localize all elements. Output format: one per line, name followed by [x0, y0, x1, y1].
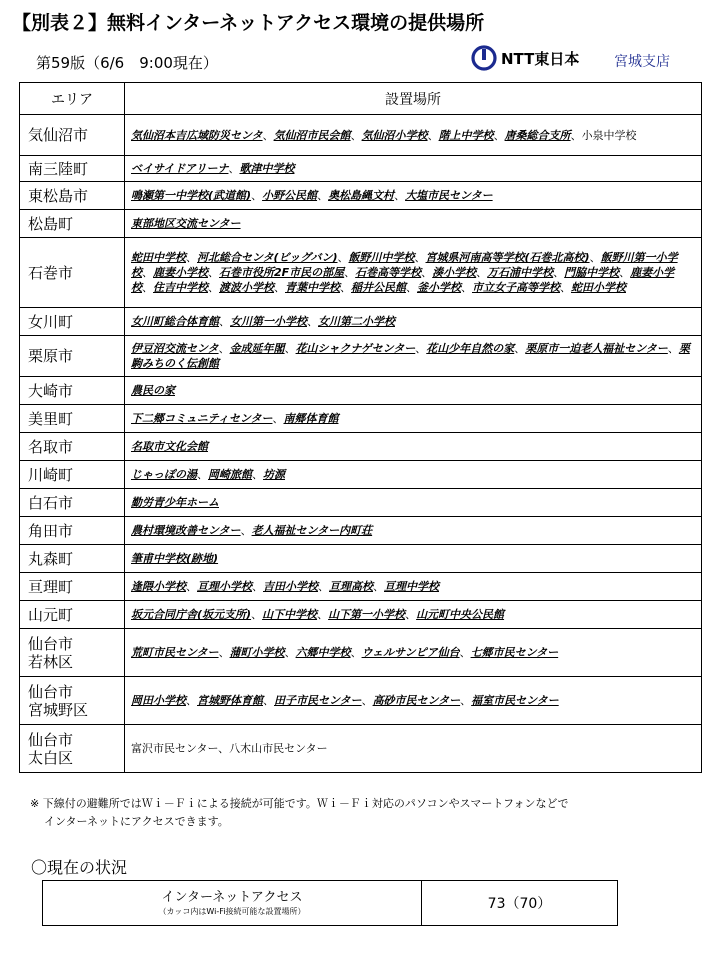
site-list: [125, 377, 702, 405]
site-list: 鳴瀬第一中学校(武道館)、小野公民館、奥松島縄文村、大塩市民センター: [125, 182, 702, 210]
table-row: [20, 405, 702, 433]
area-name: [20, 210, 125, 238]
ntt-logo-icon: [471, 45, 497, 71]
edition-date: 第59版（6/6 9:00現在）: [36, 54, 218, 72]
site: 富沢市民センター: [131, 742, 219, 755]
wifi-site: 鳴瀬第一中学校(武道館): [131, 189, 252, 202]
status-value: 73（70）: [422, 881, 618, 926]
wifi-site: 山下中学校: [262, 608, 318, 621]
wifi-site: 高砂市民センター: [372, 694, 461, 707]
wifi-site: 飯野川中学校: [348, 251, 415, 264]
wifi-site: 南郷体育館: [283, 412, 339, 425]
area-name: [20, 238, 125, 308]
wifi-site: 亘理中学校: [384, 580, 439, 593]
table-row: [20, 377, 702, 405]
wifi-site: 農村環境改善センター: [131, 524, 241, 537]
wifi-site: 山元町中央公民館: [416, 608, 505, 621]
header-sites: 設置場所: [125, 83, 702, 115]
wifi-site: 湊小学校: [432, 266, 477, 279]
area-name: [20, 573, 125, 601]
area-name: [20, 489, 125, 517]
status-row: [43, 881, 618, 926]
area-name-line: 石巻市: [28, 263, 74, 282]
wifi-site: 田子市民センター: [274, 694, 362, 707]
area-name-line: 角田市: [28, 521, 74, 540]
table-row: [20, 573, 702, 601]
area-name-line: 名取市: [28, 437, 74, 456]
wifi-site: 勤労青少年ホーム: [131, 496, 219, 509]
area-name-line: 東松島市: [28, 186, 89, 205]
wifi-site: ベイサイドアリーナ: [131, 162, 229, 175]
table-row: [20, 461, 702, 489]
wifi-site: 蒲町小学校: [229, 646, 285, 659]
site-list: 岡田小学校、宮城野体育館、田子市民センター、高砂市民センター、福室市民センター: [125, 677, 702, 725]
site-list: 蛇田中学校、河北総合センタ(ビッグバン)、飯野川中学校、宮城県河南高等学校(石巻北高校)、飯野川第一小学校、鹿妻小学校、石巻市役所2F市民の部屋、石巻高等学校、湊小学校、万石浦中学校、門脇中学校、鹿妻小学校、住吉中学校、渡波小学校、青葉中学校、稲井公民館、釜小学校、市立女子高等学校、蛇田小学校: [125, 238, 702, 308]
site-list: 富沢市民センター、八木山市民センター: [125, 725, 702, 773]
wifi-site: 小野公民館: [262, 189, 318, 202]
company-logo: [471, 45, 579, 71]
site-list: 荒町市民センター、蒲町小学校、六郷中学校、ウェルサンピア仙台、七郷市民センター: [125, 629, 702, 677]
wifi-site: 鹿妻小学校: [131, 266, 675, 294]
site-list: 女川町総合体育館、女川第一小学校、女川第二小学校: [125, 308, 702, 336]
area-name: [20, 433, 125, 461]
area-name-line: 川崎町: [28, 465, 74, 484]
site-list: 伊豆沼交流センタ、金成延年閣、花山シャクナゲセンター、花山少年自然の家、栗原市一迫老人福祉センター、栗駒みちのく伝創館: [125, 336, 702, 377]
site-list: [125, 210, 702, 238]
site-list: [125, 545, 702, 573]
area-name-line: 若林区: [28, 652, 74, 671]
wifi-site: 石巻市役所2F市民の部屋: [219, 266, 345, 279]
area-name: [20, 115, 125, 156]
table-row: [20, 336, 702, 377]
area-name-line: 松島町: [28, 214, 74, 233]
table-row: [20, 238, 702, 308]
site-list: ベイサイドアリーナ、歌津中学校: [125, 156, 702, 182]
wifi-site: 宮城野体育館: [197, 694, 263, 707]
area-name: [20, 629, 125, 677]
wifi-site: 吉田小学校: [263, 580, 318, 593]
wifi-site: 山下第一小学校: [328, 608, 406, 621]
wifi-site: 気仙沼小学校: [361, 128, 428, 142]
wifi-site: 亘理小学校: [197, 580, 252, 593]
header-area: エリア: [20, 83, 125, 115]
table-row: [20, 433, 702, 461]
wifi-site: 稲井公民館: [351, 281, 406, 294]
area-name: [20, 405, 125, 433]
wifi-site: 歌津中学校: [239, 162, 295, 175]
area-name: [20, 377, 125, 405]
area-name: [20, 156, 125, 182]
wifi-site: 女川第一小学校: [230, 315, 307, 328]
wifi-site: 鹿妻小学校: [153, 266, 208, 279]
status-label: インターネットアクセス: [161, 889, 303, 905]
area-name-line: 太白区: [28, 748, 74, 767]
site-list: [125, 489, 702, 517]
wifi-site: 宮城県河南高等学校(石巻北高校): [425, 251, 590, 264]
wifi-site: 女川第二小学校: [318, 315, 395, 328]
site-list: 気仙沼本吉広域防災センタ、気仙沼市民会館、気仙沼小学校、階上中学校、唐桑総合支所、小泉中学校: [125, 115, 702, 156]
wifi-site: 農民の家: [131, 384, 175, 397]
wifi-site: 河北総合センタ(ビッグバン): [197, 251, 338, 264]
wifi-site: 釜小学校: [417, 281, 461, 294]
wifi-site: 東部地区交流センター: [131, 217, 241, 230]
site-list: 坂元合同庁舎(坂元支所)、山下中学校、山下第一小学校、山元町中央公民館: [125, 601, 702, 629]
wifi-site: 飯野川第一小学校: [131, 251, 678, 279]
wifi-site: 六郷中学校: [295, 646, 351, 659]
status-title: 〇現在の状況: [31, 858, 128, 877]
area-name: [20, 517, 125, 545]
location-table: [19, 82, 702, 773]
site: 八木山市民センター: [229, 742, 328, 755]
table-row: [20, 210, 702, 238]
table-row: [20, 115, 702, 156]
area-name-line: 宮城野区: [28, 700, 89, 719]
wifi-site: 女川町総合体育館: [131, 315, 219, 328]
area-name: [20, 545, 125, 573]
area-name-line: 丸森町: [28, 549, 74, 568]
wifi-site: 荒町市民センター: [131, 646, 219, 659]
wifi-site: ウェルサンピア仙台: [361, 646, 460, 659]
table-row: [20, 629, 702, 677]
wifi-site: 栗原市一迫老人福祉センター: [525, 342, 668, 355]
note-line-1: ※ 下線付の避難所ではＷｉ－Ｆｉによる接続が可能です。Ｗｉ－Ｆｉ対応のパソコンやスマートフォンなどで: [30, 797, 569, 810]
site-list: [125, 433, 702, 461]
area-name: [20, 461, 125, 489]
area-name: [20, 336, 125, 377]
status-label-cell: [43, 881, 422, 926]
wifi-site: 蛇田中学校: [131, 251, 186, 264]
table-row: [20, 517, 702, 545]
wifi-site: 門脇中学校: [564, 266, 620, 279]
wifi-site: 青葉中学校: [285, 281, 340, 294]
wifi-site: 万石浦中学校: [487, 266, 554, 279]
site-list: 農村環境改善センター、老人福祉センター内町荘: [125, 517, 702, 545]
wifi-site: 渡波小学校: [219, 281, 274, 294]
table-row: [20, 308, 702, 336]
wifi-site: 七郷市民センター: [470, 646, 559, 659]
wifi-site: 栗駒みちのく伝創館: [131, 342, 690, 370]
wifi-site: 筆甫中学校(跡地): [131, 552, 219, 565]
wifi-site: 坊源: [263, 468, 285, 481]
wifi-site: 伊豆沼交流センタ: [131, 342, 219, 355]
site-list: 逢隈小学校、亘理小学校、吉田小学校、亘理高校、亘理中学校: [125, 573, 702, 601]
wifi-site: 唐桑総合支所: [504, 128, 571, 142]
status-table: [42, 880, 618, 926]
logo-text: NTT東日本: [501, 49, 580, 68]
page-title: 【別表２】無料インターネットアクセス環境の提供場所: [12, 12, 485, 34]
area-name: [20, 677, 125, 725]
area-name-line: 仙台市: [28, 730, 74, 749]
wifi-site: 老人福祉センター内町荘: [251, 524, 373, 537]
table-row: [20, 725, 702, 773]
area-name-line: 女川町: [28, 312, 74, 331]
area-name-line: 白石市: [28, 493, 74, 512]
site: 小泉中学校: [581, 128, 637, 142]
area-name-line: 仙台市: [28, 682, 74, 701]
table-row: [20, 156, 702, 182]
area-name-line: 山元町: [28, 605, 74, 624]
status-sublabel: （カッコ内はWi-Fi接続可能な設置場所）: [158, 906, 306, 916]
wifi-site: 岡崎旅館: [208, 468, 252, 481]
table-header-row: [20, 83, 702, 115]
wifi-site: 岡田小学校: [131, 694, 186, 707]
table-row: [20, 677, 702, 725]
table-row: [20, 489, 702, 517]
wifi-site: 下二郷コミュニティセンター: [131, 412, 273, 425]
area-name: [20, 308, 125, 336]
wifi-site: 花山シャクナゲセンター: [295, 342, 416, 355]
wifi-site: 市立女子高等学校: [472, 281, 560, 294]
wifi-site: 住吉中学校: [153, 281, 208, 294]
wifi-site: 気仙沼本吉広域防災センタ: [131, 128, 263, 142]
area-name-line: 仙台市: [28, 634, 74, 653]
area-name: [20, 601, 125, 629]
wifi-site: 福室市民センター: [471, 694, 559, 707]
site-list: 下二郷コミュニティセンター、南郷体育館: [125, 405, 702, 433]
area-name-line: 南三陸町: [28, 159, 89, 178]
area-name-line: 美里町: [28, 409, 74, 428]
branch-name: 宮城支店: [614, 54, 670, 70]
wifi-site: 気仙沼市民会館: [273, 128, 351, 142]
area-name-line: 栗原市: [28, 347, 74, 365]
wifi-site: 金成延年閣: [229, 342, 285, 355]
wifi-site: 石巻高等学校: [355, 266, 422, 279]
table-row: [20, 182, 702, 210]
area-name-line: 大崎市: [28, 381, 74, 400]
site-list: じゃっぽの湯、岡崎旅館、坊源: [125, 461, 702, 489]
note-line-2: インターネットにアクセスできます。: [44, 815, 229, 828]
wifi-site: 名取市文化会館: [131, 440, 208, 453]
wifi-site: 階上中学校: [438, 128, 494, 142]
table-row: [20, 545, 702, 573]
wifi-site: じゃっぽの湯: [131, 468, 197, 481]
area-name: [20, 182, 125, 210]
wifi-site: 亘理高校: [329, 580, 373, 593]
table-row: [20, 601, 702, 629]
area-name: [20, 725, 125, 773]
wifi-site: 蛇田小学校: [571, 281, 626, 294]
wifi-site: 花山少年自然の家: [426, 342, 515, 355]
wifi-site: 逢隈小学校: [131, 580, 186, 593]
area-name-line: 気仙沼市: [28, 126, 89, 144]
wifi-site: 坂元合同庁舎(坂元支所): [131, 608, 252, 621]
wifi-site: 大塩市民センター: [405, 189, 493, 202]
wifi-site: 奥松島縄文村: [328, 189, 395, 202]
wifi-note: [30, 795, 569, 831]
area-name-line: 亘理町: [28, 577, 74, 596]
